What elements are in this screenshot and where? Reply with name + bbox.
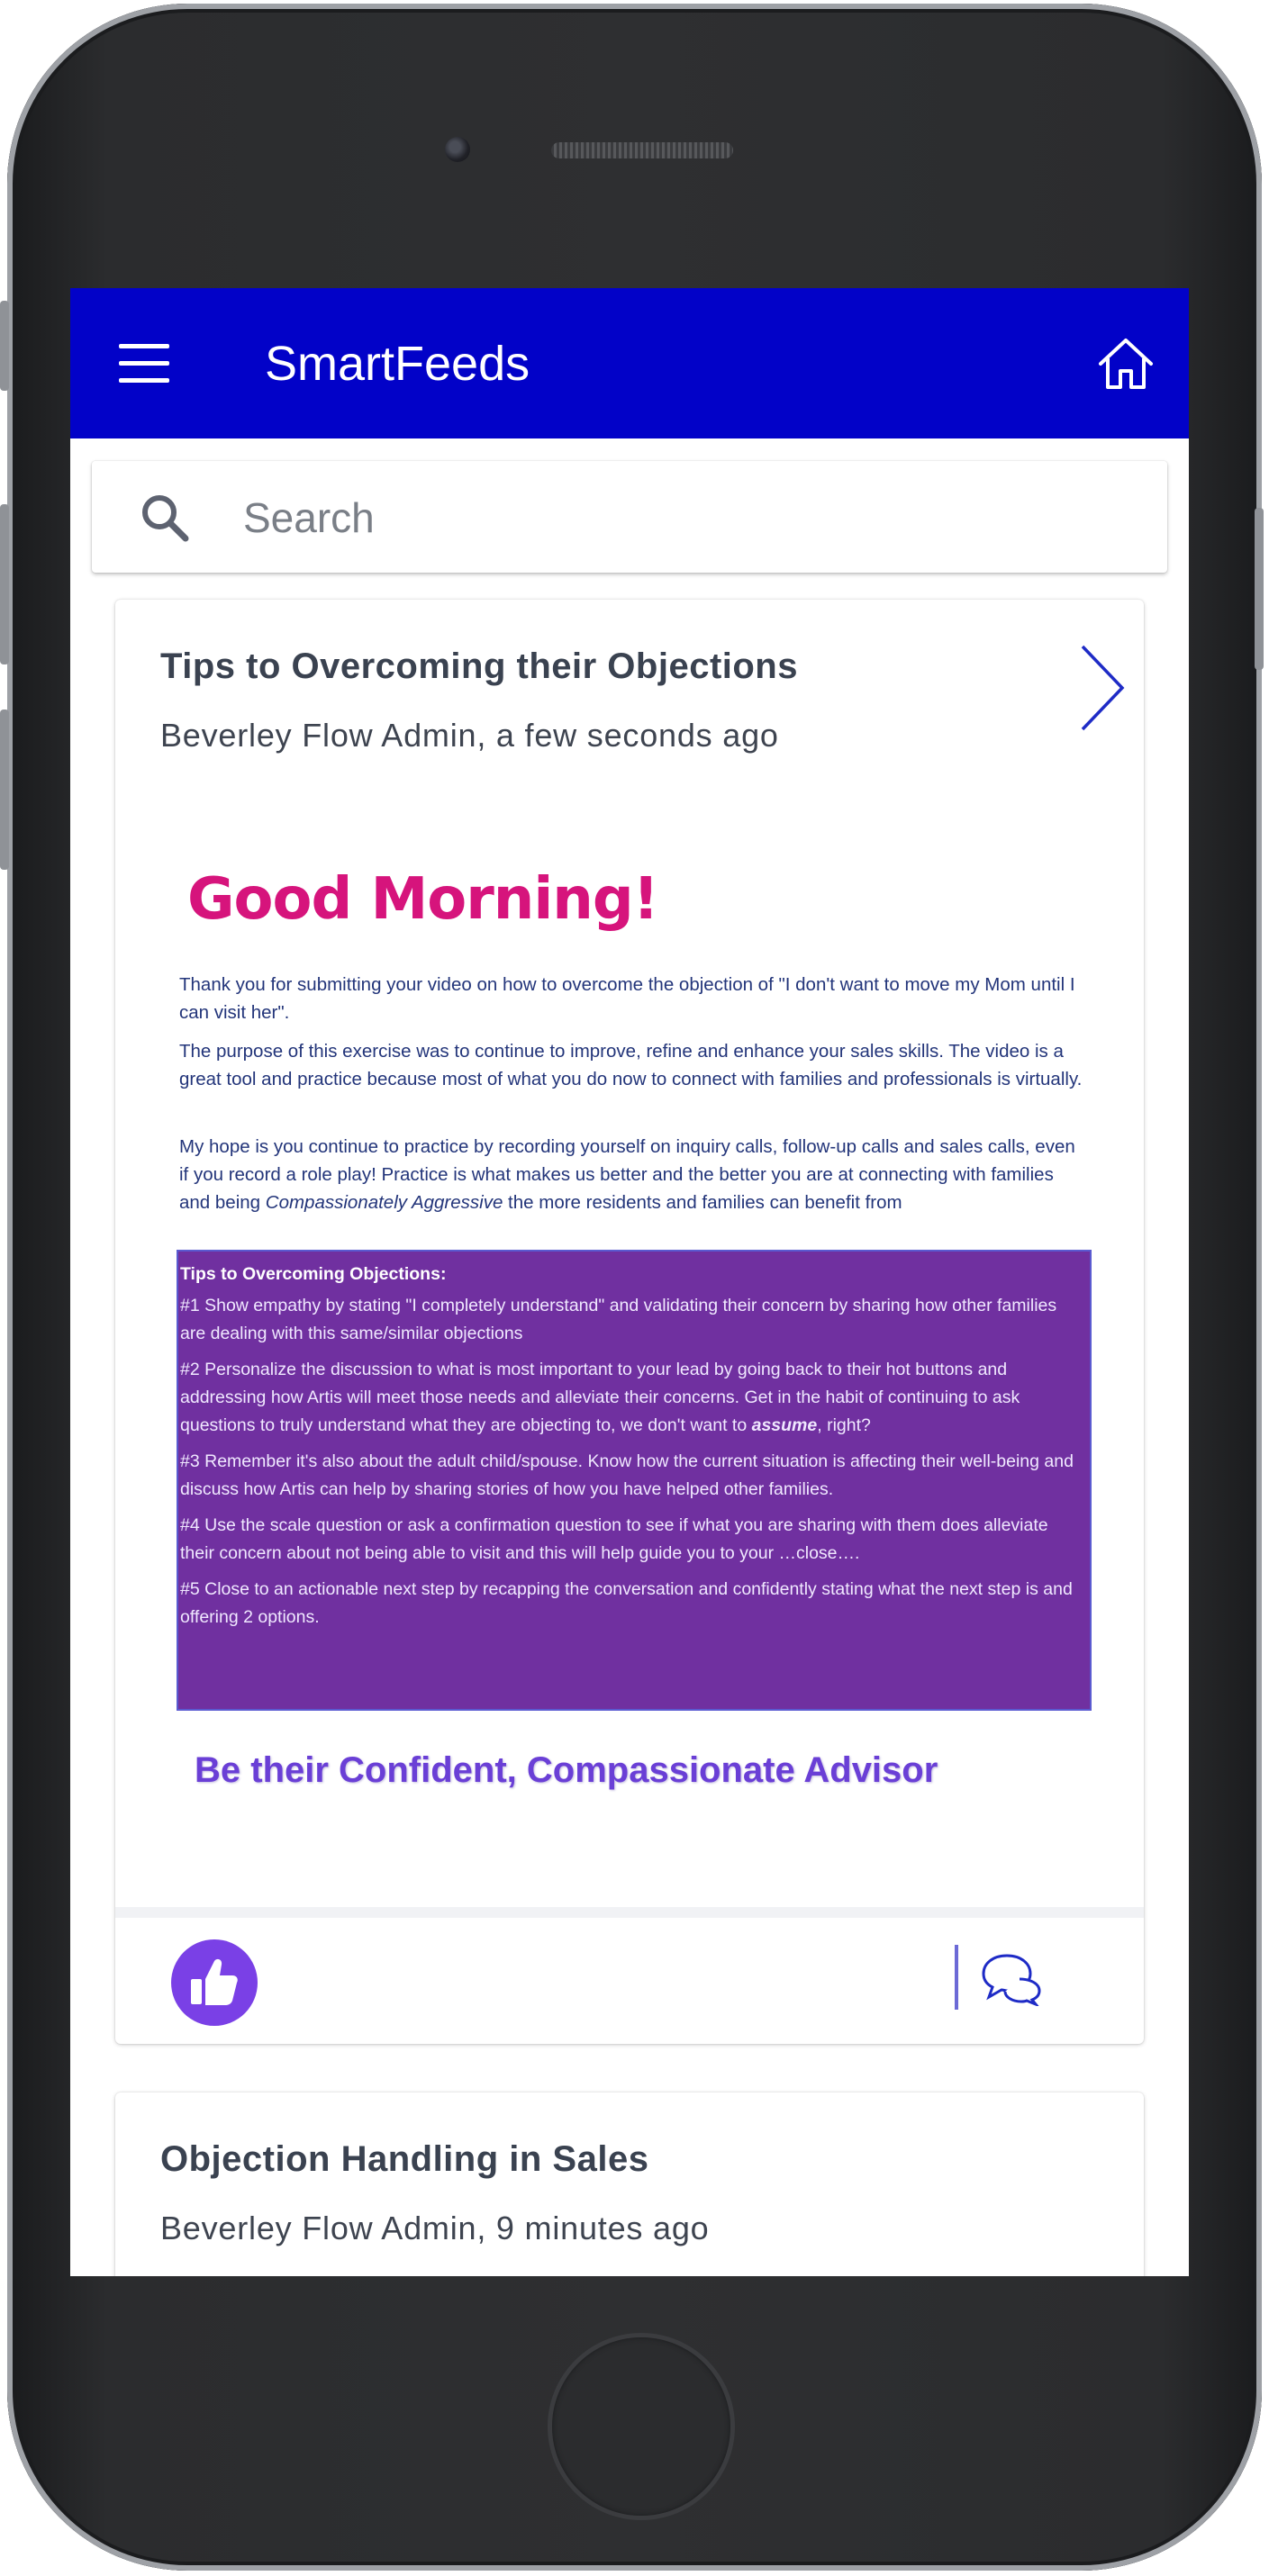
- action-separator: [955, 1945, 958, 2010]
- card-title: Tips to Overcoming their Objections: [160, 646, 798, 686]
- tip-item: [180, 1356, 1086, 1440]
- app-screen: [70, 288, 1189, 2276]
- feed-card[interactable]: [115, 2092, 1144, 2276]
- image-paragraph: Thank you for submitting your video on how to overcome the objection of "I don't want to move my Mom until I can visit her".: [179, 974, 1075, 1023]
- tip-text: #2 Personalize the discussion to what is most important to your lead by going back to their hot buttons and addressing how Artis will meet those needs and alleviate their concerns. Get in the habit of continuing to ask questions to truly understand what they are objecting to, we don't want to: [180, 1360, 1020, 1435]
- image-text: My hope is you continue to practice by recording yourself on inquiry calls, follow-up calls and sales calls, even if you record a role play! Practice is what makes us better and the better you are at connecting with families and being: [179, 1136, 1075, 1213]
- tips-box: [177, 1250, 1092, 1711]
- thumbs-up-icon: [189, 1956, 240, 2008]
- front-camera: [445, 137, 470, 162]
- search-icon[interactable]: [139, 492, 191, 544]
- volume-up-button: [0, 504, 9, 664]
- image-paragraph: [179, 1133, 1089, 1216]
- mute-switch: [0, 301, 9, 391]
- image-text: the more residents and families can benefit from: [503, 1192, 902, 1213]
- card-meta: Beverley Flow Admin, 9 minutes ago: [160, 2210, 710, 2246]
- chevron-right-icon[interactable]: [1077, 643, 1128, 733]
- app-title: SmartFeeds: [265, 337, 530, 391]
- search-bar: [92, 461, 1167, 573]
- card-meta: Beverley Flow Admin, a few seconds ago: [160, 717, 779, 754]
- post-image[interactable]: [160, 814, 1106, 1817]
- tip-text-emphasis: assume: [751, 1415, 818, 1435]
- tips-heading: Tips to Overcoming Objections:: [180, 1264, 447, 1284]
- tip-item: #5 Close to an actionable next step by recapping the conversation and confidently stating what the next step is and offering 2 options.: [180, 1579, 1073, 1627]
- tip-item: #4 Use the scale question or ask a confirmation question to see if what you are sharing with them does alleviate their concern about not being able to visit and this will help guide you to your …close….: [180, 1515, 1048, 1563]
- volume-down-button: [0, 710, 9, 870]
- home-icon[interactable]: [1097, 335, 1155, 391]
- card-title: Objection Handling in Sales: [160, 2139, 649, 2179]
- app-bar: [70, 288, 1189, 438]
- earpiece-speaker: [551, 142, 733, 158]
- tip-text: , right?: [817, 1415, 871, 1435]
- card-divider: [115, 1907, 1144, 1918]
- image-greeting: Good Morning!: [187, 866, 658, 933]
- tip-item: #3 Remember it's also about the adult child/spouse. Know how the current situation is affecting their well-being and discuss how Artis can help by sharing stories of how you have helped other families.: [180, 1451, 1074, 1499]
- like-button[interactable]: [171, 1939, 258, 2026]
- image-paragraph: The purpose of this exercise was to continue to improve, refine and enhance your sales skills. The video is a great tool and practice because most of what you do now to connect with families and professionals is virtually.: [179, 1041, 1083, 1089]
- phone-home-button[interactable]: [552, 2337, 730, 2516]
- comment-bubbles-icon[interactable]: [980, 1952, 1045, 2006]
- image-tagline: Be their Confident, Compassionate Advisor: [195, 1750, 938, 1790]
- hamburger-menu-icon[interactable]: [119, 344, 169, 384]
- search-input[interactable]: [241, 481, 1128, 555]
- power-button: [1255, 508, 1264, 670]
- image-text-emphasis: Compassionately Aggressive: [265, 1192, 503, 1213]
- tip-item: #1 Show empathy by stating "I completely understand" and validating their concern by sharing how other families are dealing with this same/similar objections: [180, 1296, 1057, 1343]
- feed-card[interactable]: [115, 600, 1144, 2044]
